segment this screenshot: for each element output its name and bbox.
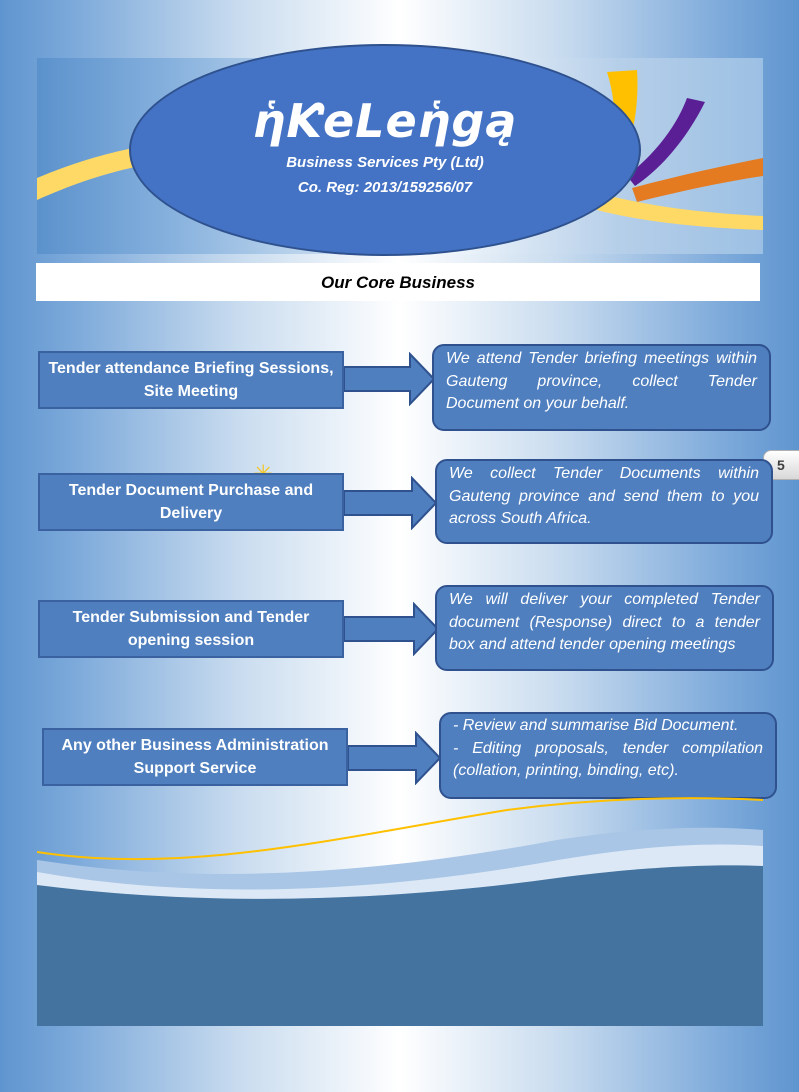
arrow-right-icon bbox=[344, 352, 436, 406]
yellow-ribbon-right bbox=[597, 193, 763, 230]
company-name: ἡƘeLeἡgą bbox=[252, 94, 518, 148]
section-title: Our Core Business bbox=[36, 263, 760, 301]
bottom-wave-decoration bbox=[37, 790, 763, 1026]
arrow-right-icon bbox=[344, 602, 440, 656]
service-title-1: Tender attendance Briefing Sessions, Site Meeting bbox=[38, 351, 344, 409]
arrow-right-icon bbox=[348, 731, 442, 785]
service-description-4 bbox=[439, 712, 777, 799]
service-title-4: Any other Business Administration Support Service bbox=[42, 728, 348, 786]
service-description-2 bbox=[435, 459, 773, 544]
page-number: 5 bbox=[763, 450, 799, 480]
arrow-right-icon bbox=[344, 476, 438, 530]
description-line: We collect Tender Documents within Gauteng province and send them to you across South Africa. bbox=[449, 465, 759, 527]
description-line: - Review and summarise Bid Document. bbox=[453, 717, 739, 734]
service-description-1 bbox=[432, 344, 771, 431]
company-subtitle: Business Services Pty (Ltd) bbox=[286, 154, 484, 171]
company-registration: Co. Reg: 2013/159256/07 bbox=[297, 179, 473, 196]
service-title-2: Tender Document Purchase and Delivery bbox=[38, 473, 344, 531]
company-logo bbox=[129, 44, 641, 256]
service-title-3: Tender Submission and Tender opening session bbox=[38, 600, 344, 658]
description-line: - Editing proposals, tender compilation (collation, printing, binding, etc). bbox=[453, 739, 763, 779]
description-line: We attend Tender briefing meetings within Gauteng province, collect Tender Document on your behalf. bbox=[446, 350, 757, 412]
service-description-3 bbox=[435, 585, 774, 671]
description-line: We will deliver your completed Tender document (Response) direct to a tender box and attend tender opening meetings bbox=[449, 591, 760, 653]
